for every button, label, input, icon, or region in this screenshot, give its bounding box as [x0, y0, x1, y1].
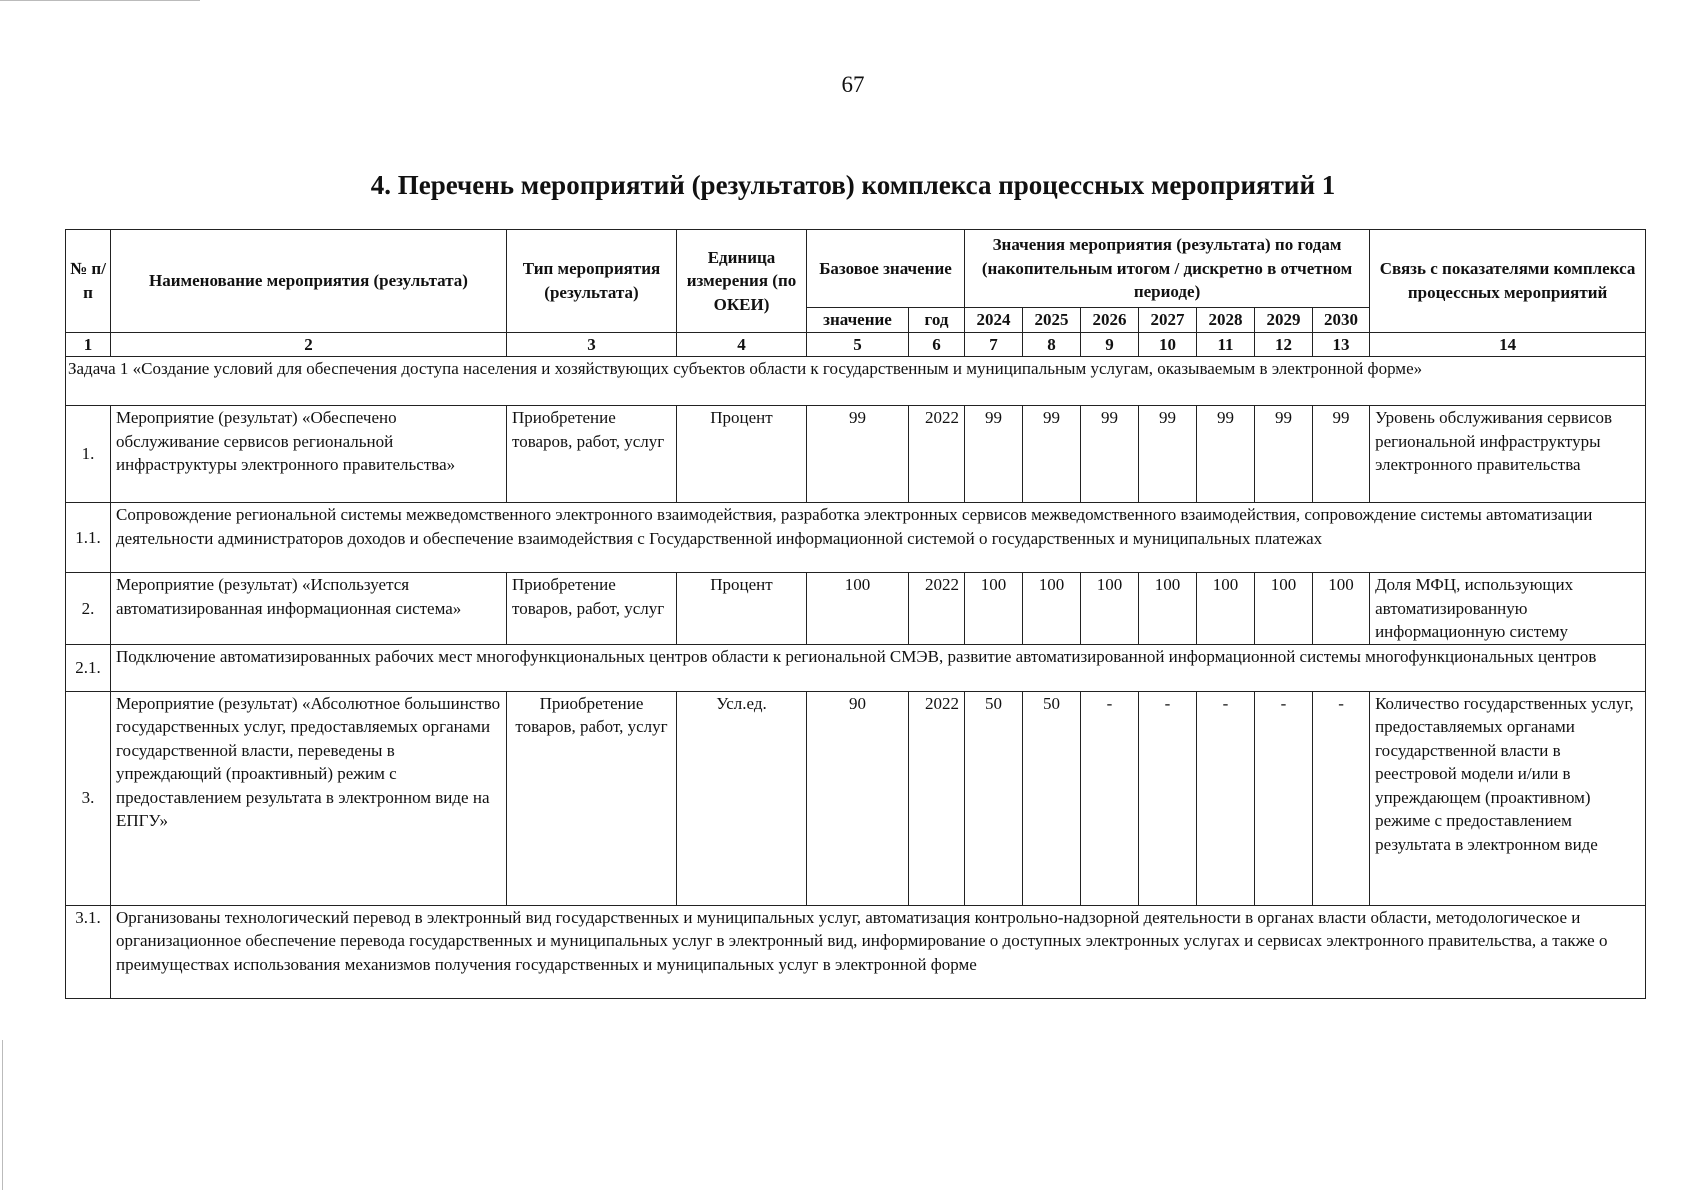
- measure-name: Мероприятие (результат) «Используется автоматизированная информационная система»: [111, 573, 507, 645]
- column-number: 11: [1197, 332, 1255, 357]
- row-number: 3.: [66, 691, 111, 905]
- measure-unit: Процент: [677, 573, 807, 645]
- header-unit: Единица измерения (по ОКЕИ): [677, 230, 807, 333]
- header-year: 2027: [1139, 308, 1197, 333]
- header-years-group: Значения мероприятия (результата) по годам (накопительным итогом / дискретно в отчетном периоде): [965, 230, 1370, 308]
- measure-type: Приобретение товаров, работ, услуг: [507, 573, 677, 645]
- year-value: 99: [1255, 406, 1313, 503]
- table-row: [66, 644, 1646, 691]
- column-number: 13: [1313, 332, 1370, 357]
- column-number: 9: [1081, 332, 1139, 357]
- base-value: 90: [807, 691, 909, 905]
- measure-unit: Процент: [677, 406, 807, 503]
- header-link: Связь с показателями комплекса процессных мероприятий: [1370, 230, 1646, 333]
- base-value: 100: [807, 573, 909, 645]
- table-row: [66, 503, 1646, 573]
- year-value: 50: [1023, 691, 1081, 905]
- indicator-link: Доля МФЦ, использующих автоматизированную информационную систему: [1370, 573, 1646, 645]
- year-value: 100: [1313, 573, 1370, 645]
- year-value: 50: [965, 691, 1023, 905]
- base-year: 2022: [909, 573, 965, 645]
- measure-name: Мероприятие (результат) «Обеспечено обслуживание сервисов региональной инфраструктуры электронного правительства»: [111, 406, 507, 503]
- column-number: 7: [965, 332, 1023, 357]
- year-value: 100: [1255, 573, 1313, 645]
- column-number: 14: [1370, 332, 1646, 357]
- year-value: 100: [965, 573, 1023, 645]
- year-value: 99: [1313, 406, 1370, 503]
- indicator-link: Количество государственных услуг, предоставляемых органами государственной власти в реестровой модели и/или в упреждающем (проактивном) режиме с предоставлением результата в электронном виде: [1370, 691, 1646, 905]
- year-value: -: [1197, 691, 1255, 905]
- table-row: [66, 905, 1646, 998]
- column-number: 12: [1255, 332, 1313, 357]
- measure-unit: Усл.ед.: [677, 691, 807, 905]
- base-value: 99: [807, 406, 909, 503]
- column-number: 5: [807, 332, 909, 357]
- column-number: 3: [507, 332, 677, 357]
- task-1-text: Задача 1 «Создание условий для обеспечения доступа населения и хозяйствующих субъектов области к государственным и муниципальным услугам, оказываемым в электронной форме»: [66, 357, 1646, 406]
- column-number-row: [66, 332, 1646, 357]
- base-year: 2022: [909, 691, 965, 905]
- header-base-year: год: [909, 308, 965, 333]
- indicator-link: Уровень обслуживания сервисов региональной инфраструктуры электронного правительства: [1370, 406, 1646, 503]
- measure-name: Мероприятие (результат) «Абсолютное большинство государственных услуг, предоставляемых органами государственной власти, переведены в упреждающий (проактивный) режим с предоставлением результата в электронном виде на ЕПГУ»: [111, 691, 507, 905]
- header-base-value: значение: [807, 308, 909, 333]
- column-number: 4: [677, 332, 807, 357]
- row-number: 2.1.: [66, 644, 111, 691]
- row-number: 1.: [66, 406, 111, 503]
- header-year: 2028: [1197, 308, 1255, 333]
- activity-text: Организованы технологический перевод в электронный вид государственных и муниципальных услуг, автоматизация контрольно-надзорной деятельности в органах власти области, методологическое и организационное обеспечение перевода государственных и муниципальных услуг в электронный вид, информирование о доступных электронных услугах и сервисах электронного правительства, а также о преимуществах использования механизмов получения государственных и муниципальных услуг в электронной форме: [111, 905, 1646, 998]
- header-year: 2029: [1255, 308, 1313, 333]
- measures-table: [65, 229, 1646, 999]
- year-value: 100: [1023, 573, 1081, 645]
- table-row: [66, 691, 1646, 905]
- year-value: 99: [1197, 406, 1255, 503]
- year-value: 99: [965, 406, 1023, 503]
- year-value: 100: [1081, 573, 1139, 645]
- table-row: [66, 573, 1646, 645]
- header-year: 2030: [1313, 308, 1370, 333]
- column-number: 8: [1023, 332, 1081, 357]
- column-number: 1: [66, 332, 111, 357]
- header-year: 2025: [1023, 308, 1081, 333]
- header-num: № п/п: [66, 230, 111, 333]
- column-number: 6: [909, 332, 965, 357]
- year-value: -: [1139, 691, 1197, 905]
- scan-edge-left: [2, 1040, 3, 1190]
- row-number: 3.1.: [66, 905, 111, 998]
- year-value: 100: [1139, 573, 1197, 645]
- activity-text: Подключение автоматизированных рабочих мест многофункциональных центров области к региональной СМЭВ, развитие автоматизированной информационной системы многофункциональных центров: [111, 644, 1646, 691]
- header-type: Тип мероприятия (результата): [507, 230, 677, 333]
- year-value: -: [1313, 691, 1370, 905]
- header-year: 2024: [965, 308, 1023, 333]
- column-number: 10: [1139, 332, 1197, 357]
- activity-text: Сопровождение региональной системы межведомственного электронного взаимодействия, разработка электронных сервисов межведомственного взаимодействия, сопровождение системы автоматизации деятельности администраторов доходов и обеспечение взаимодействия с Государственной информационной системой о государственных и муниципальных платежах: [111, 503, 1646, 573]
- scan-edge-top: [0, 0, 200, 1]
- year-value: 99: [1081, 406, 1139, 503]
- header-name: Наименование мероприятия (результата): [111, 230, 507, 333]
- page-number: 67: [841, 72, 865, 97]
- header-row-1: [66, 230, 1646, 308]
- year-value: 99: [1023, 406, 1081, 503]
- task-row: [66, 357, 1646, 406]
- table-row: [66, 406, 1646, 503]
- base-year: 2022: [909, 406, 965, 503]
- page-title: 4. Перечень мероприятий (результатов) комплекса процессных мероприятий 1: [370, 170, 1336, 200]
- year-value: -: [1255, 691, 1313, 905]
- year-value: 99: [1139, 406, 1197, 503]
- year-value: 100: [1197, 573, 1255, 645]
- year-value: -: [1081, 691, 1139, 905]
- header-base: Базовое значение: [807, 230, 965, 308]
- measure-type: Приобретение товаров, работ, услуг: [507, 406, 677, 503]
- header-year: 2026: [1081, 308, 1139, 333]
- row-number: 2.: [66, 573, 111, 645]
- row-number: 1.1.: [66, 503, 111, 573]
- column-number: 2: [111, 332, 507, 357]
- measure-type: Приобретение товаров, работ, услуг: [507, 691, 677, 905]
